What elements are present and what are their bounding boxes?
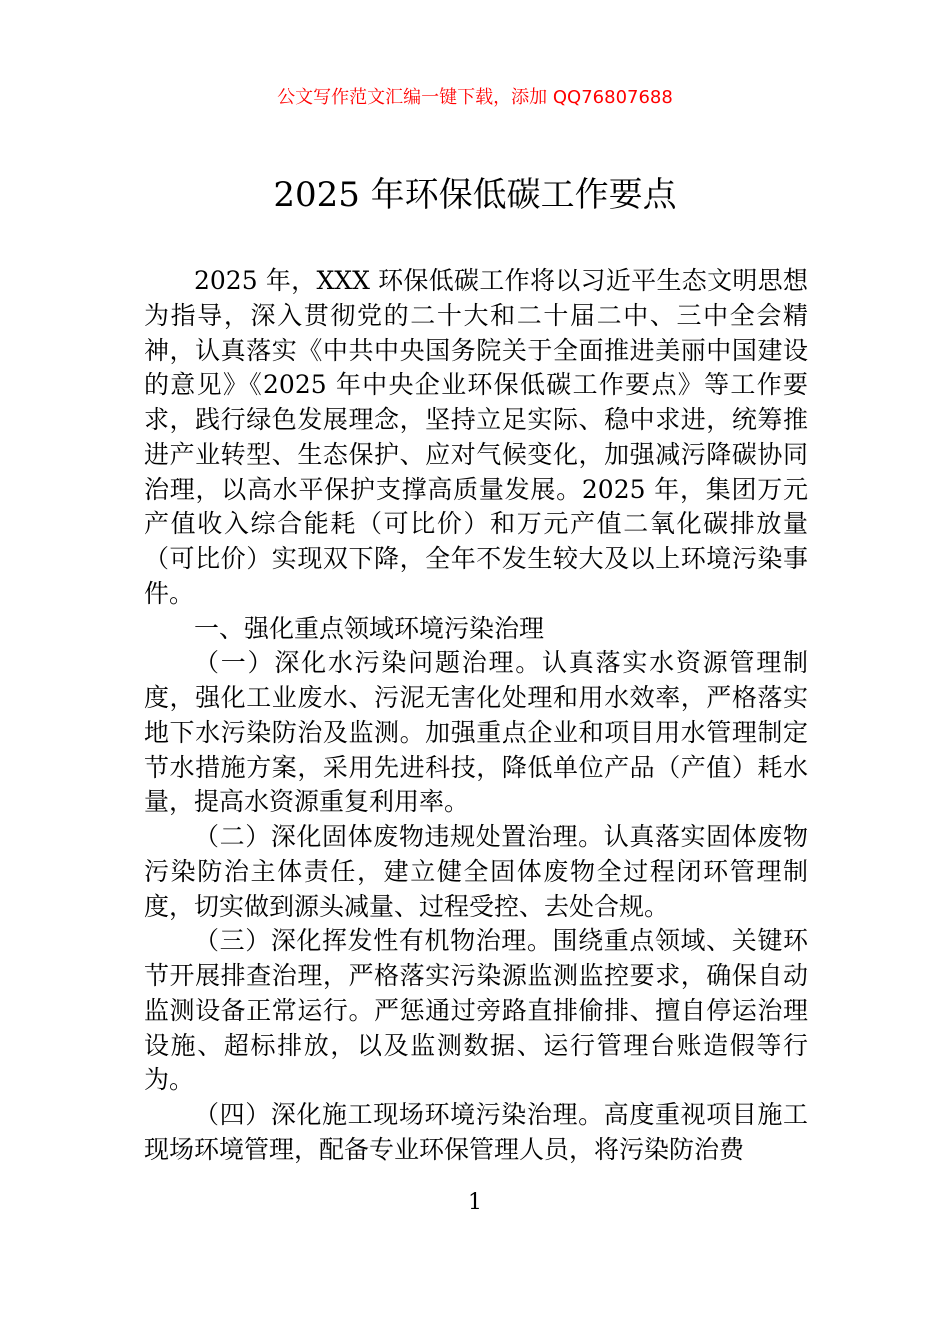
subsection-paragraph: （三）深化挥发性有机物治理。围绕重点领域、关键环节开展排查治理，严格落实污染源监测监控要求，确保自动监测设备正常运行。严惩通过旁路直排偷排、擅自停运治理设施、超标排放，以及监测数据、运行管理台账造假等行为。 <box>144 926 808 1095</box>
subsection-paragraph: （二）深化固体废物违规处置治理。认真落实固体废物污染防治主体责任，建立健全固体废物全过程闭环管理制度，切实做到源头减量、过程受控、去处合规。 <box>144 822 808 921</box>
document-title: 2025 年环保低碳工作要点 <box>273 175 677 215</box>
intro-paragraph: 2025 年，XXX 环保低碳工作将以习近平生态文明思想为指导，深入贯彻党的二十大和二十届二中、三中全会精神，认真落实《中共中央国务院关于全面推进美丽中国建设的意见》《2025 年中央企业环保低碳工作要点》等工作要求，践行绿色发展理念，坚持立足实际、稳中求进，统筹推进产业转型、生态保护、应对气候变化，加强减污降碳协同治理，以高水平保护支撑高质量发展。2025 年，集团万元产值收入综合能耗（可比价）和万元产值二氧化碳排放量（可比价）实现双下降，全年不发生较大及以上环境污染事件。 <box>144 266 808 608</box>
subsection-paragraph: （四）深化施工现场环境污染治理。高度重视项目施工现场环境管理，配备专业环保管理人员，将污染防治费 <box>144 1100 808 1164</box>
download-notice: 公文写作范文汇编一键下载，添加 QQ76807688 <box>277 87 673 108</box>
subsection-paragraph: （一）深化水污染问题治理。认真落实水资源管理制度，强化工业废水、污泥无害化处理和用水效率，严格落实地下水污染防治及监测。加强重点企业和项目用水管理制定节水措施方案，采用先进科技，降低单位产品（产值）耗水量，提高水资源重复利用率。 <box>144 648 808 817</box>
document-body <box>144 264 808 1168</box>
page-number: 1 <box>468 1190 482 1215</box>
section-heading: 一、强化重点领域环境污染治理 <box>194 613 545 643</box>
